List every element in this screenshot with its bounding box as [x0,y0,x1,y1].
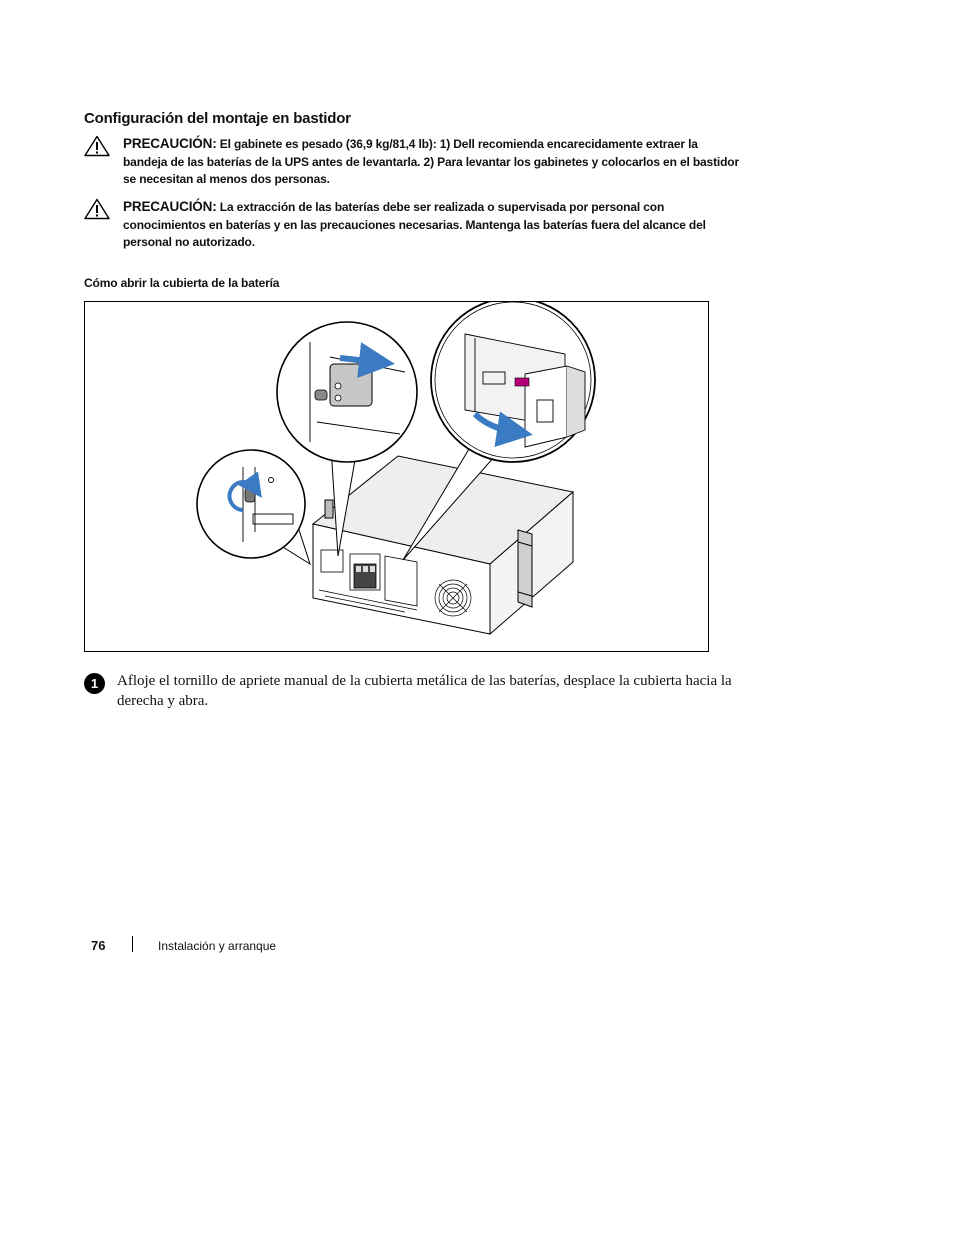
footer-divider [132,936,133,952]
page-number: 76 [91,938,106,953]
figure-caption: Cómo abrir la cubierta de la batería [84,276,280,290]
warning-triangle-icon [84,198,110,220]
ups-battery-cover-illustration [85,302,708,651]
ups-fan [435,580,471,616]
step-text: Afloje el tornillo de apriete manual de la cubierta metálica de las baterías, desplace la cubierta hacia la derecha y abra. [117,673,732,709]
caution-body: El gabinete es pesado (36,9 kg/81,4 lb): 1) Dell recomienda encarecidamente extraer la bandeja de las baterías de la UPS antes de levantarla. 2) Para levantar los gabinetes y colocarlos en el bastidor se necesitan al menos dos personas. [123,137,739,186]
slide-right-arrow [340,358,377,362]
thumbscrew [245,488,255,502]
warning-triangle-icon [84,135,110,157]
callout-thumbscrew [197,450,310,564]
step-number-badge: 1 [84,673,105,694]
caution-body: La extracción de las baterías debe ser realizada o supervisada por personal con conocimientos en baterías y en las precauciones necesarias. Mantenga las baterías fuera del alcance del personal no autorizado. [123,200,706,249]
caution-note [84,198,744,254]
caution-text [123,135,743,189]
figure-illustration [84,301,709,652]
caution-label: PRECAUCIÓN: [123,136,217,151]
caution-text [123,198,743,252]
caution-label: PRECAUCIÓN: [123,199,217,214]
section-title: Configuración del montaje en bastidor [84,110,351,127]
footer-section-name: Instalación y arranque [158,939,277,953]
caution-note [84,135,744,191]
